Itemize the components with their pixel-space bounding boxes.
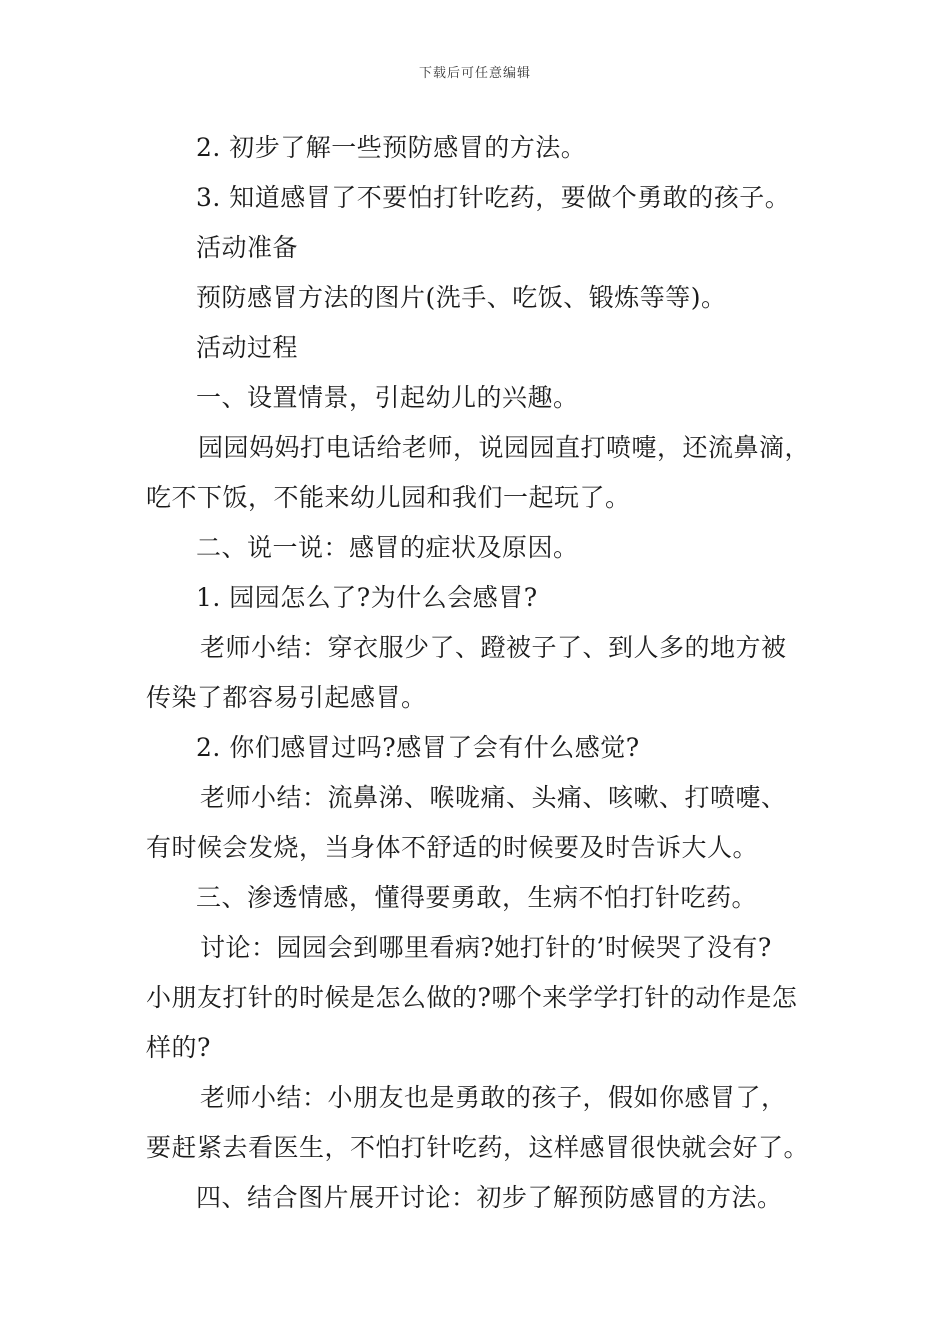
text-line: 活动准备	[196, 233, 299, 262]
text-line: 预防感冒方法的图片(洗手、吃饭、锻炼等等)。	[196, 283, 727, 312]
text-line: 有时候会发烧，当身体不舒适的时候要及时告诉大人。	[146, 833, 759, 862]
text-line: 吃不下饭，不能来幼儿园和我们一起玩了。	[146, 483, 631, 512]
text-line: 四、结合图片展开讨论：初步了解预防感冒的方法。	[196, 1183, 783, 1212]
text-line: 小朋友打针的时候是怎么做的?哪个来学学打针的动作是怎	[146, 983, 798, 1012]
text-line: 3. 知道感冒了不要怕打针吃药，要做个勇敢的孩子。	[196, 183, 791, 212]
text-line: 1. 园园怎么了?为什么会感冒?	[196, 583, 538, 612]
header-note: 下载后可任意编辑	[418, 66, 531, 81]
text-line: 老师小结：小朋友也是勇敢的孩子，假如你感冒了，	[200, 1083, 787, 1112]
text-line: 样的?	[146, 1033, 211, 1062]
text-line: 2. 初步了解一些预防感冒的方法。	[196, 133, 587, 162]
text-line: 二、说一说：感冒的症状及原因。	[196, 533, 579, 562]
text-line: 三、渗透情感，懂得要勇敢，生病不怕打针吃药。	[196, 883, 758, 912]
text-line: 活动过程	[196, 333, 299, 362]
text-line: 老师小结：流鼻涕、喉咙痛、头痛、咳嗽、打喷嚏、	[200, 783, 787, 812]
text-line: 园园妈妈打电话给老师，说园园直打喷嚏，还流鼻滴，	[198, 433, 811, 462]
text-line: 讨论：园园会到哪里看病?她打针的’时候哭了没有?	[200, 933, 772, 962]
text-line: 2. 你们感冒过吗?感冒了会有什么感觉?	[196, 733, 640, 762]
text-line: 传染了都容易引起感冒。	[146, 683, 427, 712]
text-line: 一、设置情景，引起幼儿的兴趣。	[196, 383, 579, 412]
text-line: 老师小结：穿衣服少了、蹬被子了、到人多的地方被	[200, 633, 787, 662]
text-line: 要赶紧去看医生，不怕打针吃药，这样感冒很快就会好了。	[146, 1133, 810, 1162]
